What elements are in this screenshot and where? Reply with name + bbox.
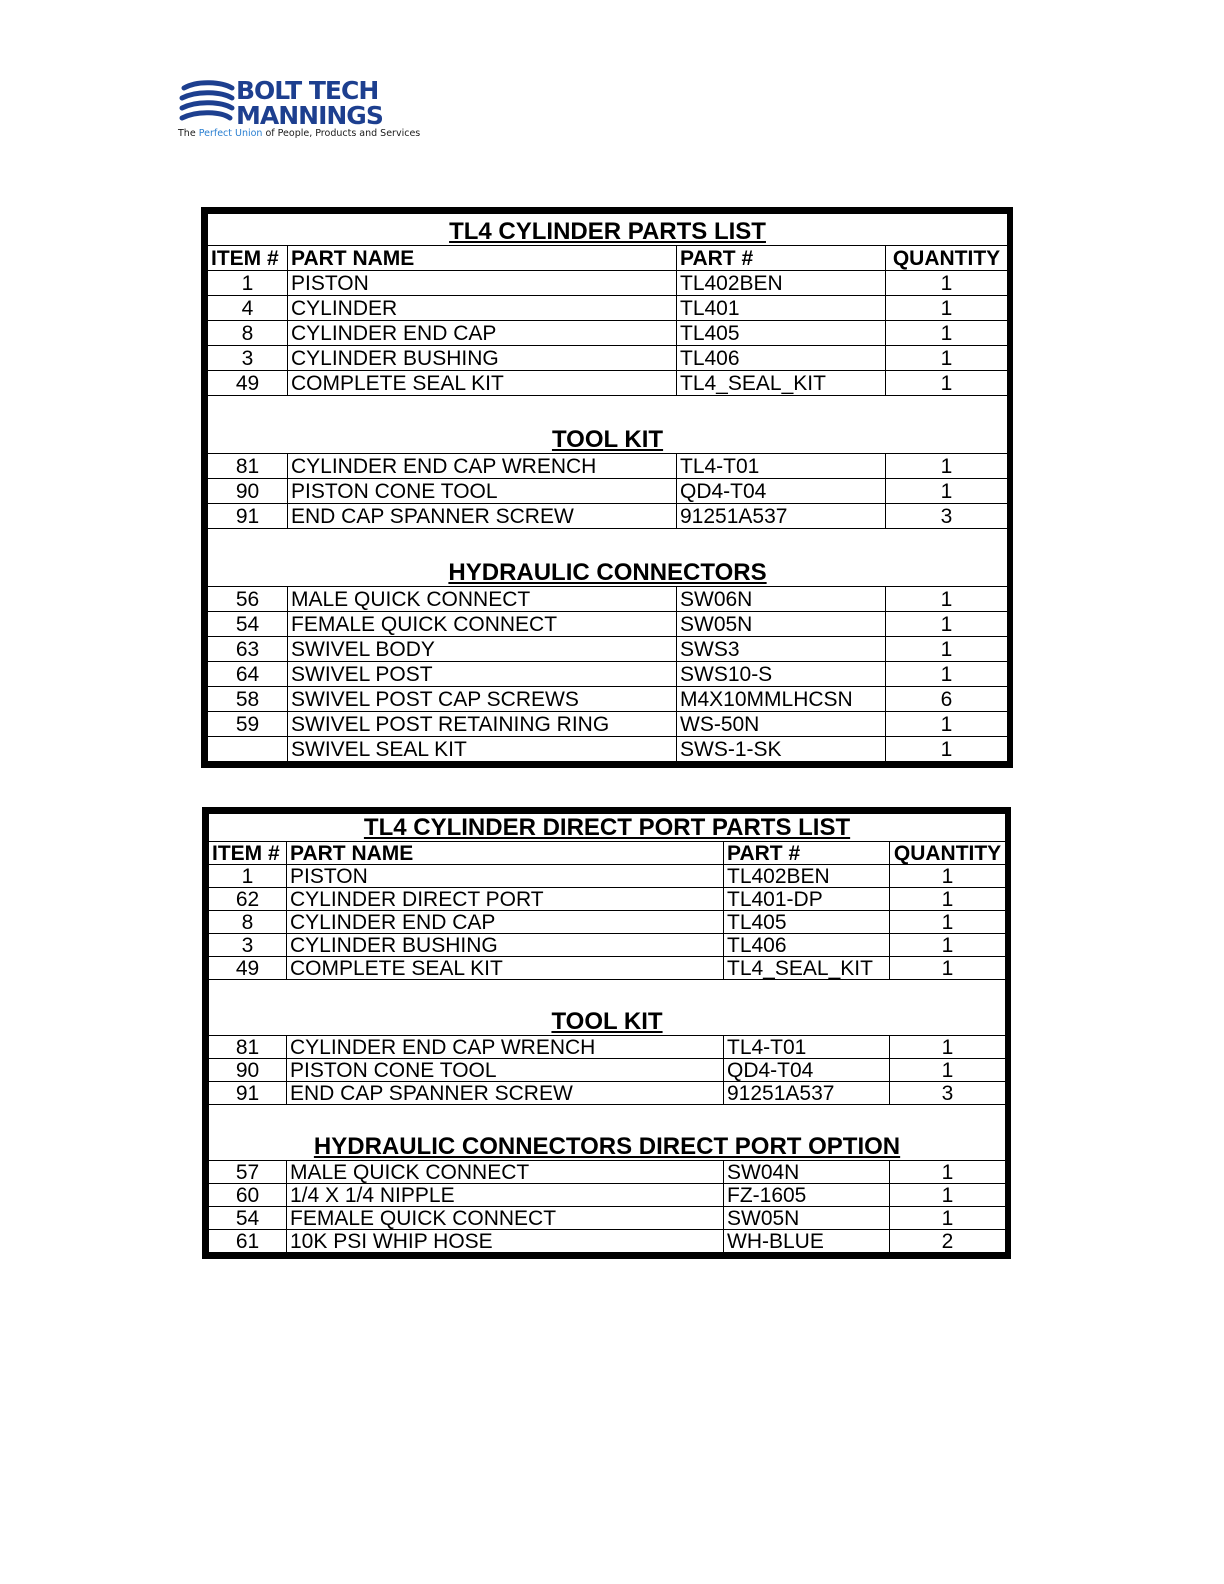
part-name: COMPLETE SEAL KIT bbox=[288, 371, 677, 396]
direct-port-parts-list-table bbox=[202, 807, 1011, 1259]
item-number: 90 bbox=[208, 479, 288, 504]
part-name: SWIVEL POST CAP SCREWS bbox=[288, 687, 677, 712]
part-name: PISTON CONE TOOL bbox=[287, 1059, 724, 1082]
header-part-number: PART # bbox=[677, 246, 886, 271]
part-number: TL4-T01 bbox=[724, 1036, 890, 1059]
table-row bbox=[208, 612, 1008, 637]
quantity: 3 bbox=[886, 504, 1008, 529]
item-number: 64 bbox=[208, 662, 288, 687]
table-row bbox=[209, 1184, 1006, 1207]
table-row bbox=[208, 454, 1008, 479]
table-row bbox=[208, 737, 1008, 762]
item-number: 91 bbox=[208, 504, 288, 529]
part-number: SWS-1-SK bbox=[677, 737, 886, 762]
quantity: 1 bbox=[886, 479, 1008, 504]
item-number: 54 bbox=[208, 612, 288, 637]
part-number: TL406 bbox=[677, 346, 886, 371]
part-number: 91251A537 bbox=[677, 504, 886, 529]
table-row bbox=[208, 637, 1008, 662]
part-number: FZ-1605 bbox=[724, 1184, 890, 1207]
table-title-row bbox=[209, 814, 1006, 842]
part-number: QD4-T04 bbox=[724, 1059, 890, 1082]
company-logo bbox=[178, 76, 421, 140]
part-name: PISTON bbox=[287, 865, 724, 888]
quantity: 1 bbox=[886, 321, 1008, 346]
item-number: 56 bbox=[208, 587, 288, 612]
table-row bbox=[209, 1082, 1006, 1105]
quantity: 6 bbox=[886, 687, 1008, 712]
header-item: ITEM # bbox=[209, 842, 287, 865]
item-number: 81 bbox=[208, 454, 288, 479]
table-row bbox=[209, 1036, 1006, 1059]
quantity: 1 bbox=[890, 1059, 1006, 1082]
quantity: 1 bbox=[886, 296, 1008, 321]
quantity: 1 bbox=[886, 454, 1008, 479]
table-row bbox=[209, 957, 1006, 980]
quantity: 2 bbox=[890, 1230, 1006, 1253]
table-row bbox=[209, 911, 1006, 934]
quantity: 1 bbox=[890, 1207, 1006, 1230]
item-number: 63 bbox=[208, 637, 288, 662]
section-title-row bbox=[209, 1105, 1006, 1161]
part-number: SW05N bbox=[677, 612, 886, 637]
part-name: MALE QUICK CONNECT bbox=[288, 587, 677, 612]
quantity: 1 bbox=[890, 1036, 1006, 1059]
table-row bbox=[209, 1230, 1006, 1253]
part-number: TL402BEN bbox=[677, 271, 886, 296]
header-part-name: PART NAME bbox=[288, 246, 677, 271]
part-name: SWIVEL BODY bbox=[288, 637, 677, 662]
header-row bbox=[208, 246, 1008, 271]
quantity: 1 bbox=[886, 346, 1008, 371]
part-number: SWS10-S bbox=[677, 662, 886, 687]
item-number: 81 bbox=[209, 1036, 287, 1059]
item-number: 4 bbox=[208, 296, 288, 321]
section-title: TOOL KIT bbox=[209, 980, 1006, 1036]
part-number: 91251A537 bbox=[724, 1082, 890, 1105]
part-name: PISTON bbox=[288, 271, 677, 296]
part-number: TL401 bbox=[677, 296, 886, 321]
part-number: TL4_SEAL_KIT bbox=[724, 957, 890, 980]
part-number: WS-50N bbox=[677, 712, 886, 737]
part-number: TL402BEN bbox=[724, 865, 890, 888]
quantity: 1 bbox=[890, 1161, 1006, 1184]
tagline-highlight: Perfect Union bbox=[198, 128, 263, 139]
tagline-pre: The bbox=[178, 128, 199, 139]
table-row bbox=[209, 1059, 1006, 1082]
table-row bbox=[208, 587, 1008, 612]
part-name: MALE QUICK CONNECT bbox=[287, 1161, 724, 1184]
table-row bbox=[208, 271, 1008, 296]
part-name: 1/4 X 1/4 NIPPLE bbox=[287, 1184, 724, 1207]
logo-line-1: BOLT TECH bbox=[236, 76, 379, 105]
part-number: M4X10MMLHCSN bbox=[677, 687, 886, 712]
part-number: SW05N bbox=[724, 1207, 890, 1230]
header-part-name: PART NAME bbox=[287, 842, 724, 865]
section-title: HYDRAULIC CONNECTORS DIRECT PORT OPTION bbox=[209, 1105, 1006, 1161]
table-row bbox=[208, 321, 1008, 346]
table-row bbox=[208, 296, 1008, 321]
bolt-coil-icon bbox=[178, 80, 236, 126]
table-row bbox=[208, 371, 1008, 396]
item-number: 1 bbox=[209, 865, 287, 888]
header-row bbox=[209, 842, 1006, 865]
part-name: FEMALE QUICK CONNECT bbox=[287, 1207, 724, 1230]
header-item: ITEM # bbox=[208, 246, 288, 271]
part-name: SWIVEL POST RETAINING RING bbox=[288, 712, 677, 737]
part-number: WH-BLUE bbox=[724, 1230, 890, 1253]
table-row bbox=[209, 865, 1006, 888]
part-name: END CAP SPANNER SCREW bbox=[288, 504, 677, 529]
table-row bbox=[208, 504, 1008, 529]
part-name: CYLINDER BUSHING bbox=[288, 346, 677, 371]
table-row bbox=[209, 934, 1006, 957]
item-number: 57 bbox=[209, 1161, 287, 1184]
section-title: TOOL KIT bbox=[208, 396, 1008, 454]
quantity: 1 bbox=[886, 271, 1008, 296]
item-number: 54 bbox=[209, 1207, 287, 1230]
part-name: CYLINDER bbox=[288, 296, 677, 321]
quantity: 3 bbox=[890, 1082, 1006, 1105]
part-number: TL405 bbox=[724, 911, 890, 934]
table-row bbox=[208, 479, 1008, 504]
quantity: 1 bbox=[886, 712, 1008, 737]
part-number: SW06N bbox=[677, 587, 886, 612]
header-quantity: QUANTITY bbox=[890, 842, 1006, 865]
section-title-row bbox=[209, 980, 1006, 1036]
part-number: TL405 bbox=[677, 321, 886, 346]
header-quantity: QUANTITY bbox=[886, 246, 1008, 271]
logo-tagline bbox=[178, 128, 420, 139]
table-row bbox=[208, 712, 1008, 737]
table-row bbox=[209, 1161, 1006, 1184]
item-number: 60 bbox=[209, 1184, 287, 1207]
part-number: SW04N bbox=[724, 1161, 890, 1184]
quantity: 1 bbox=[886, 737, 1008, 762]
part-name: CYLINDER END CAP bbox=[287, 911, 724, 934]
item-number: 59 bbox=[208, 712, 288, 737]
table-row bbox=[209, 888, 1006, 911]
part-name: CYLINDER DIRECT PORT bbox=[287, 888, 724, 911]
item-number: 62 bbox=[209, 888, 287, 911]
logo-line-2: MANNINGS bbox=[236, 101, 383, 130]
item-number: 58 bbox=[208, 687, 288, 712]
part-name: END CAP SPANNER SCREW bbox=[287, 1082, 724, 1105]
part-number: TL401-DP bbox=[724, 888, 890, 911]
quantity: 1 bbox=[890, 911, 1006, 934]
part-number: QD4-T04 bbox=[677, 479, 886, 504]
part-name: COMPLETE SEAL KIT bbox=[287, 957, 724, 980]
table-row bbox=[208, 687, 1008, 712]
table-title: TL4 CYLINDER PARTS LIST bbox=[208, 214, 1008, 246]
item-number: 8 bbox=[209, 911, 287, 934]
part-name: CYLINDER BUSHING bbox=[287, 934, 724, 957]
part-number: SWS3 bbox=[677, 637, 886, 662]
table-row bbox=[209, 1207, 1006, 1230]
part-name: SWIVEL POST bbox=[288, 662, 677, 687]
section-title-row bbox=[208, 396, 1008, 454]
part-name: CYLINDER END CAP WRENCH bbox=[287, 1036, 724, 1059]
item-number: 1 bbox=[208, 271, 288, 296]
quantity: 1 bbox=[886, 587, 1008, 612]
quantity: 1 bbox=[890, 1184, 1006, 1207]
table-title-row bbox=[208, 214, 1008, 246]
part-number: TL4-T01 bbox=[677, 454, 886, 479]
item-number: 49 bbox=[208, 371, 288, 396]
part-name: PISTON CONE TOOL bbox=[288, 479, 677, 504]
tagline-post: of People, Products and Services bbox=[262, 128, 421, 139]
part-number: TL406 bbox=[724, 934, 890, 957]
quantity: 1 bbox=[886, 612, 1008, 637]
part-name: FEMALE QUICK CONNECT bbox=[288, 612, 677, 637]
table-row bbox=[208, 662, 1008, 687]
part-name: CYLINDER END CAP WRENCH bbox=[288, 454, 677, 479]
quantity: 1 bbox=[890, 888, 1006, 911]
cylinder-parts-list-table bbox=[201, 207, 1013, 768]
quantity: 1 bbox=[890, 957, 1006, 980]
quantity: 1 bbox=[890, 865, 1006, 888]
quantity: 1 bbox=[886, 371, 1008, 396]
table-title: TL4 CYLINDER DIRECT PORT PARTS LIST bbox=[209, 814, 1006, 842]
part-name: 10K PSI WHIP HOSE bbox=[287, 1230, 724, 1253]
part-name: CYLINDER END CAP bbox=[288, 321, 677, 346]
item-number: 91 bbox=[209, 1082, 287, 1105]
part-number: TL4_SEAL_KIT bbox=[677, 371, 886, 396]
item-number: 8 bbox=[208, 321, 288, 346]
quantity: 1 bbox=[886, 662, 1008, 687]
part-name: SWIVEL SEAL KIT bbox=[288, 737, 677, 762]
item-number: 61 bbox=[209, 1230, 287, 1253]
header-part-number: PART # bbox=[724, 842, 890, 865]
item-number: 3 bbox=[209, 934, 287, 957]
section-title: HYDRAULIC CONNECTORS bbox=[208, 529, 1008, 587]
table-row bbox=[208, 346, 1008, 371]
section-title-row bbox=[208, 529, 1008, 587]
item-number: 49 bbox=[209, 957, 287, 980]
quantity: 1 bbox=[890, 934, 1006, 957]
item-number: 90 bbox=[209, 1059, 287, 1082]
item-number bbox=[208, 737, 288, 762]
item-number: 3 bbox=[208, 346, 288, 371]
quantity: 1 bbox=[886, 637, 1008, 662]
